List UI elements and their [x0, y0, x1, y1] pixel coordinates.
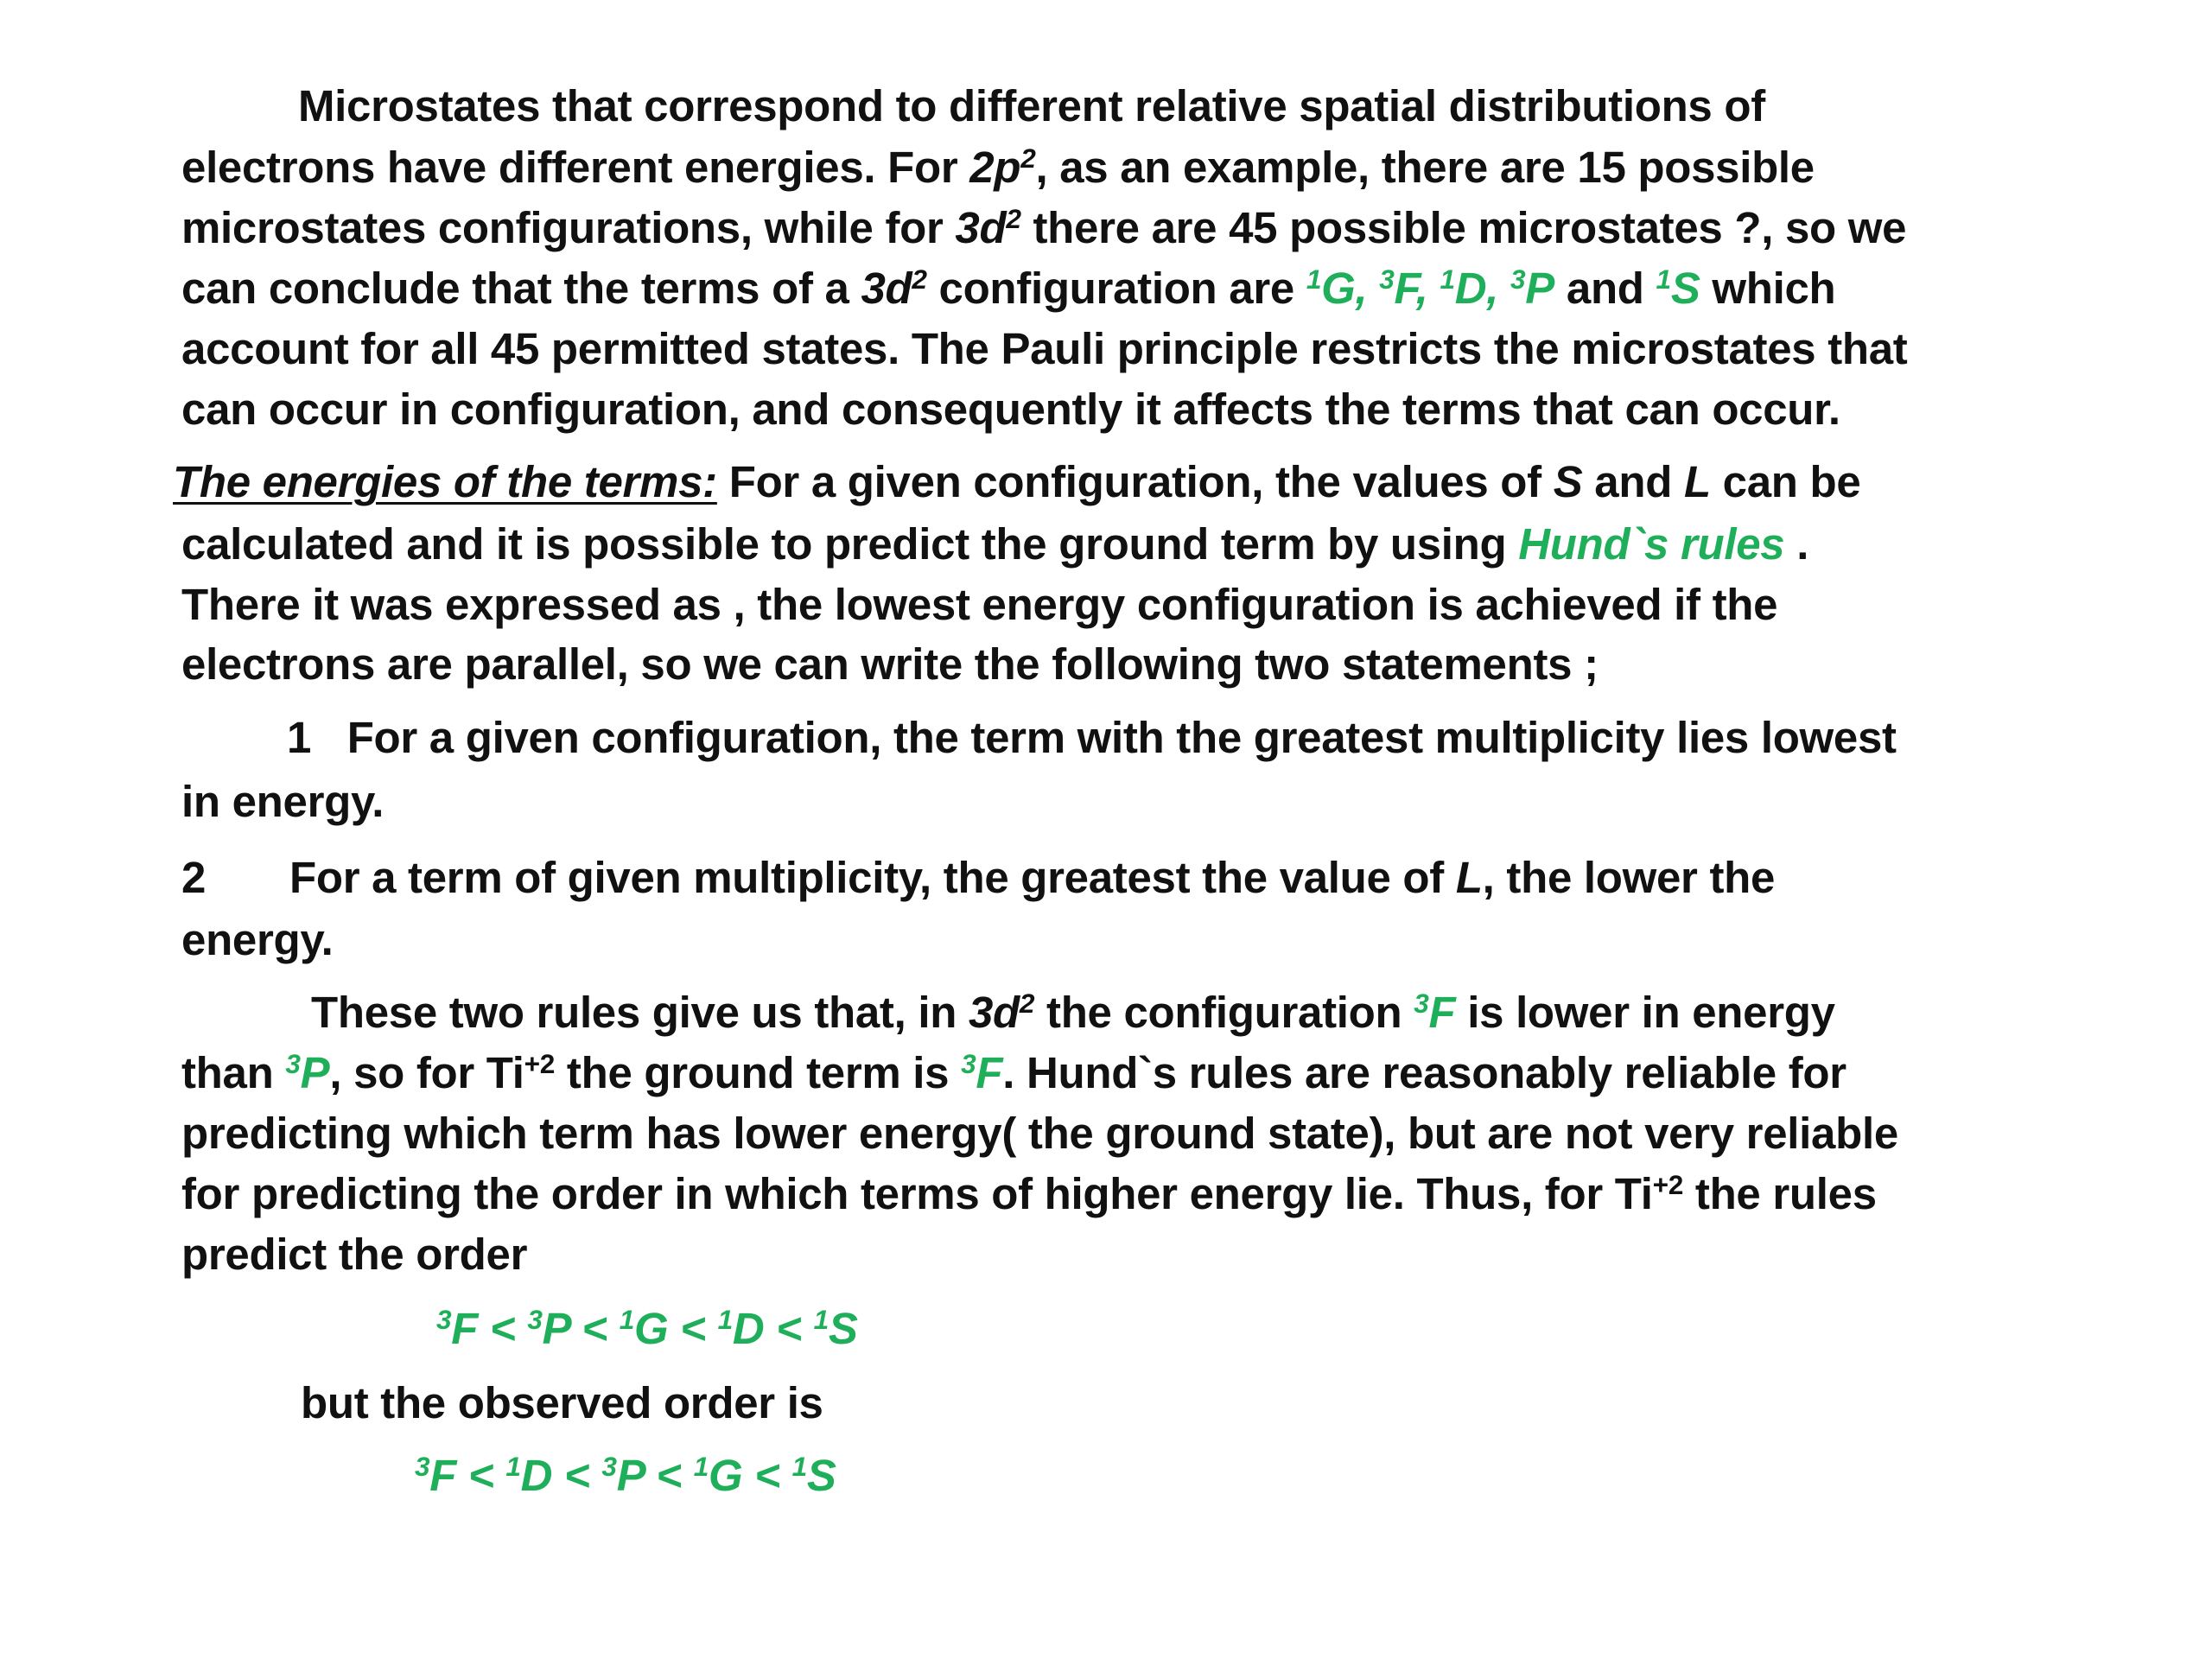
predicted-order: $^3$F < $^3$P < $^1$G < $^1$D < $^1$S	[436, 1303, 858, 1353]
hunds-rules-term: Hund`s rules	[1518, 519, 1785, 569]
p1-line-1: Microstates that correspond to different relative spatial distributions of	[298, 81, 1765, 130]
p3-line-1: These two rules give us that, in $3d^2$ the configuration $^3$F is lower in energy	[311, 987, 1835, 1037]
rule-1: 1 For a given configuration, the term with the greatest multiplicity lies lowest	[287, 713, 1897, 762]
term-3P: $^3$P	[1510, 263, 1555, 313]
term-1D: $^1$D,	[1440, 263, 1511, 313]
p2-line-4: electrons are parallel, so we can write the following two statements ;	[181, 639, 1599, 689]
term-1S: $^1$S	[1656, 263, 1700, 313]
rule-1-cont: in energy.	[181, 777, 385, 826]
p1-line-5: account for all 45 permitted states. The Pauli principle restricts the microstates that	[181, 324, 1908, 373]
rule-2-cont: energy.	[181, 915, 334, 964]
p2-line-1: The energies of the terms: For a given configuration, the values of S and L can be	[173, 457, 1861, 506]
p1-line-4: can conclude that the terms of a $3d^2$ configuration are $^1$G, $^3$F, $^1$D, $^3$P and $^1$S which	[181, 263, 1836, 313]
p3-line-5: predict the order	[181, 1230, 528, 1279]
p3-line-2: than $^3$P, so for $Ti^{+2}$ the ground term is $^3$F. Hund`s rules are reasonably reliable for	[181, 1047, 1847, 1097]
p2-line-2: calculated and it is possible to predict the ground term by using Hund`s rules .	[181, 519, 1809, 569]
p1-line-6: can occur in configuration, and consequently it affects the terms that can occur.	[181, 385, 1840, 434]
observed-order: $^3$F < $^1$D < $^3$P < $^1$G < $^1$S	[415, 1450, 836, 1500]
p2-line-3: There it was expressed as , the lowest energy configuration is achieved if the	[181, 580, 1778, 629]
observed-label: but the observed order is	[301, 1378, 823, 1427]
p1-line-2: electrons have different energies. For $2p^2$, as an example, there are 15 possible	[181, 142, 1815, 192]
rule-2-number: 2	[181, 853, 207, 902]
p3-line-3: predicting which term has lower energy( the ground state), but are not very reliable	[181, 1109, 1898, 1158]
term-1G: $^1$G,	[1306, 263, 1380, 313]
term-3F: $^3$F,	[1379, 263, 1440, 313]
p1-line-3: microstates configurations, while for $3d^2$ there are 45 possible microstates ?, so we	[181, 202, 1907, 252]
rule-2: 2 For a term of given multiplicity, the greatest the value of L, the lower the	[181, 853, 1776, 902]
rule-1-number: 1	[287, 713, 312, 762]
section-heading: The energies of the terms:	[173, 457, 717, 506]
p3-line-4: for predicting the order in which terms of higher energy lie. Thus, for $Ti^{+2}$ the rules	[181, 1168, 1877, 1218]
